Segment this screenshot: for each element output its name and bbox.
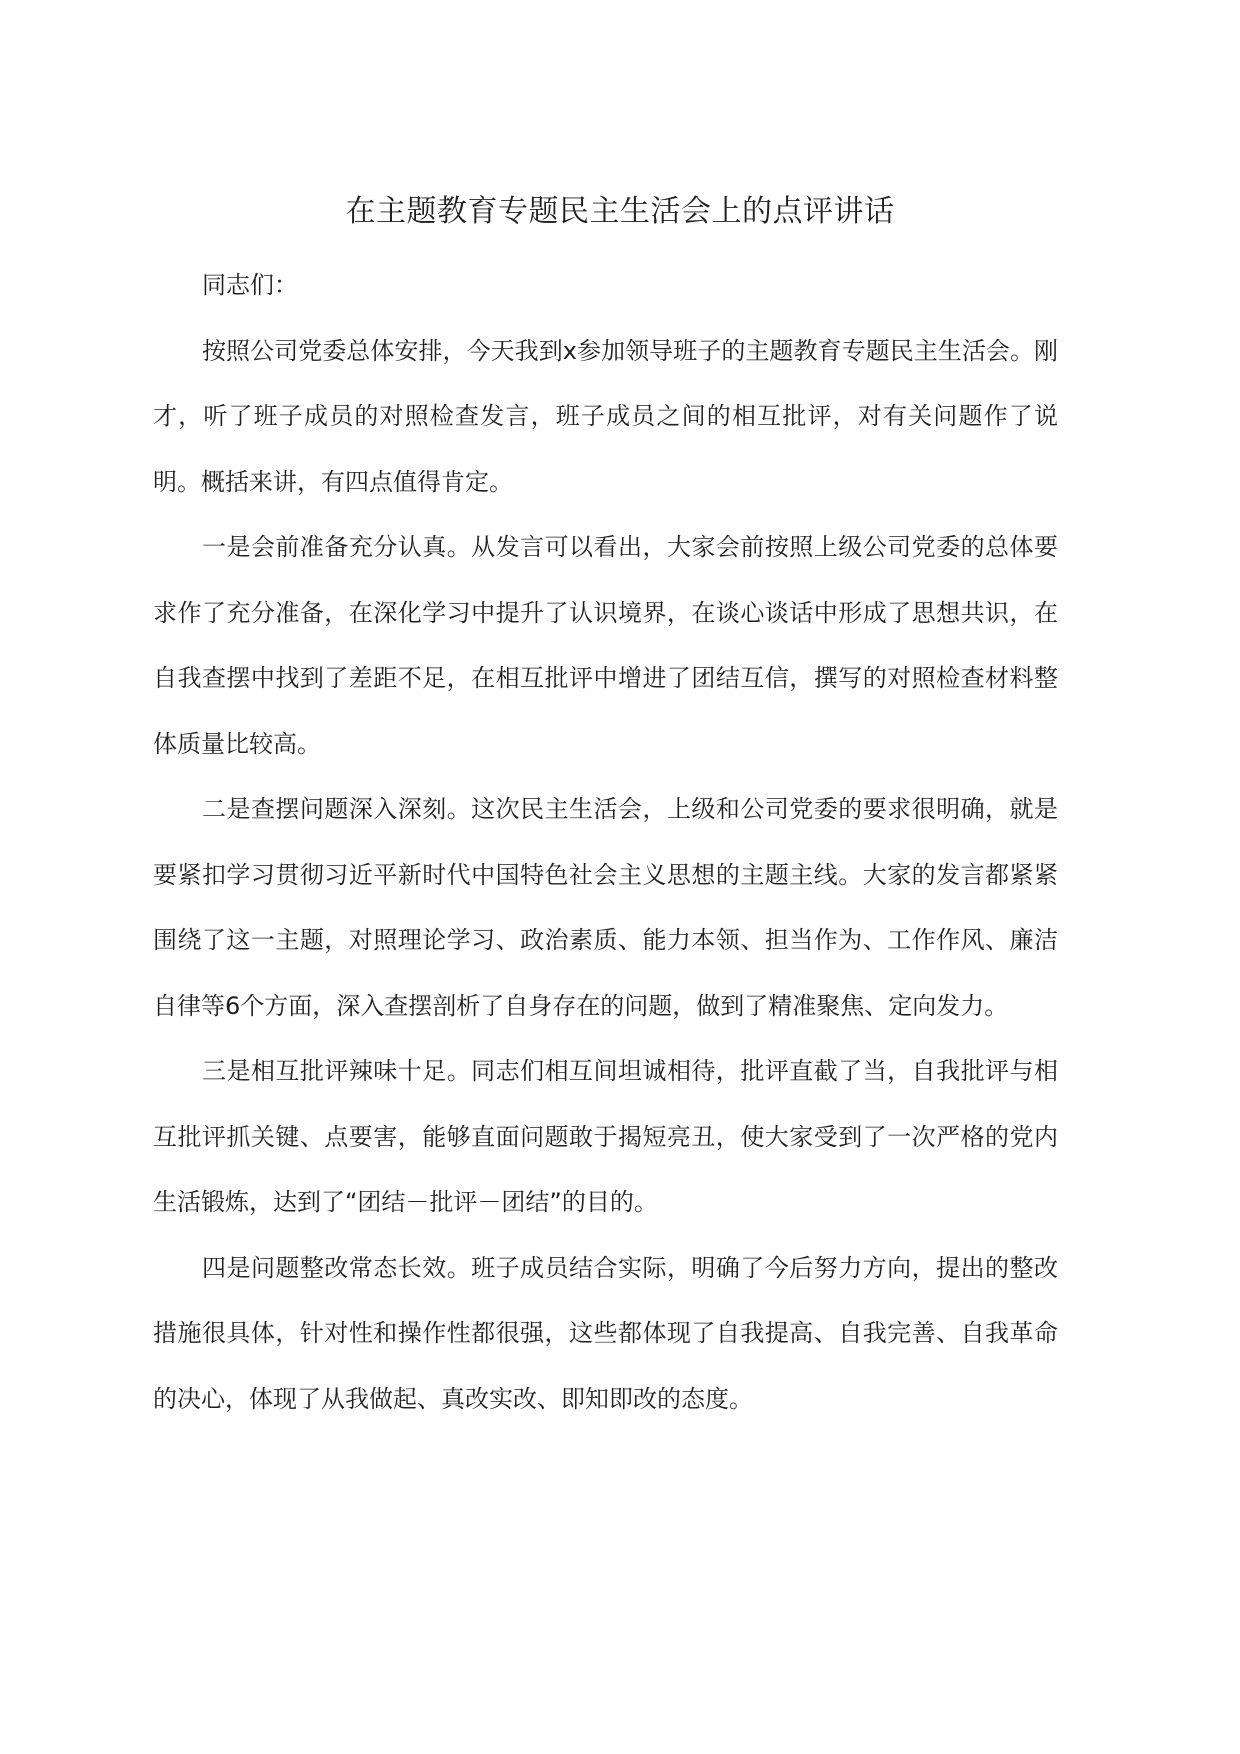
paragraph-point-1: 一是会前准备充分认真。从发言可以看出，大家会前按照上级公司党委的总体要求作了充分准备，在深化学习中提升了认识境界，在谈心谈话中形成了思想共识，在自我查摆中找到了差距不足，在相互批评中增进了团结互信，撰写的对照检查材料整体质量比较高。	[153, 533, 1058, 758]
document-title: 在主题教育专题民主生活会上的点评讲话	[345, 194, 895, 229]
salutation: 同志们：	[202, 271, 298, 299]
paragraph-point-2: 二是查摆问题深入深刻。这次民主生活会，上级和公司党委的要求很明确，就是要紧扣学习贯彻习近平新时代中国特色社会主义思想的主题主线。大家的发言都紧紧围绕了这一主题，对照理论学习、政治素质、能力本领、担当作为、工作作风、廉洁自律等6个方面，深入查摆剖析了自身存在的问题，做到了精准聚焦、定向发力。	[153, 795, 1058, 1020]
document-body	[153, 253, 1058, 1432]
paragraph-intro: 按照公司党委总体安排，今天我到x参加领导班子的主题教育专题民主生活会。刚才，听了班子成员的对照检查发言，班子成员之间的相互批评，对有关问题作了说明。概括来讲，有四点值得肯定。	[153, 336, 1058, 496]
paragraph-point-3: 三是相互批评辣味十足。同志们相互间坦诚相待，批评直截了当，自我批评与相互批评抓关键、点要害，能够直面问题敢于揭短亮丑，使大家受到了一次严格的党内生活锻炼，达到了“团结－批评－团结”的目的。	[153, 1057, 1058, 1216]
paragraph-point-4: 四是问题整改常态长效。班子成员结合实际，明确了今后努力方向，提出的整改措施很具体，针对性和操作性都很强，这些都体现了自我提高、自我完善、自我革命的决心，体现了从我做起、真改实改、即知即改的态度。	[153, 1253, 1058, 1413]
